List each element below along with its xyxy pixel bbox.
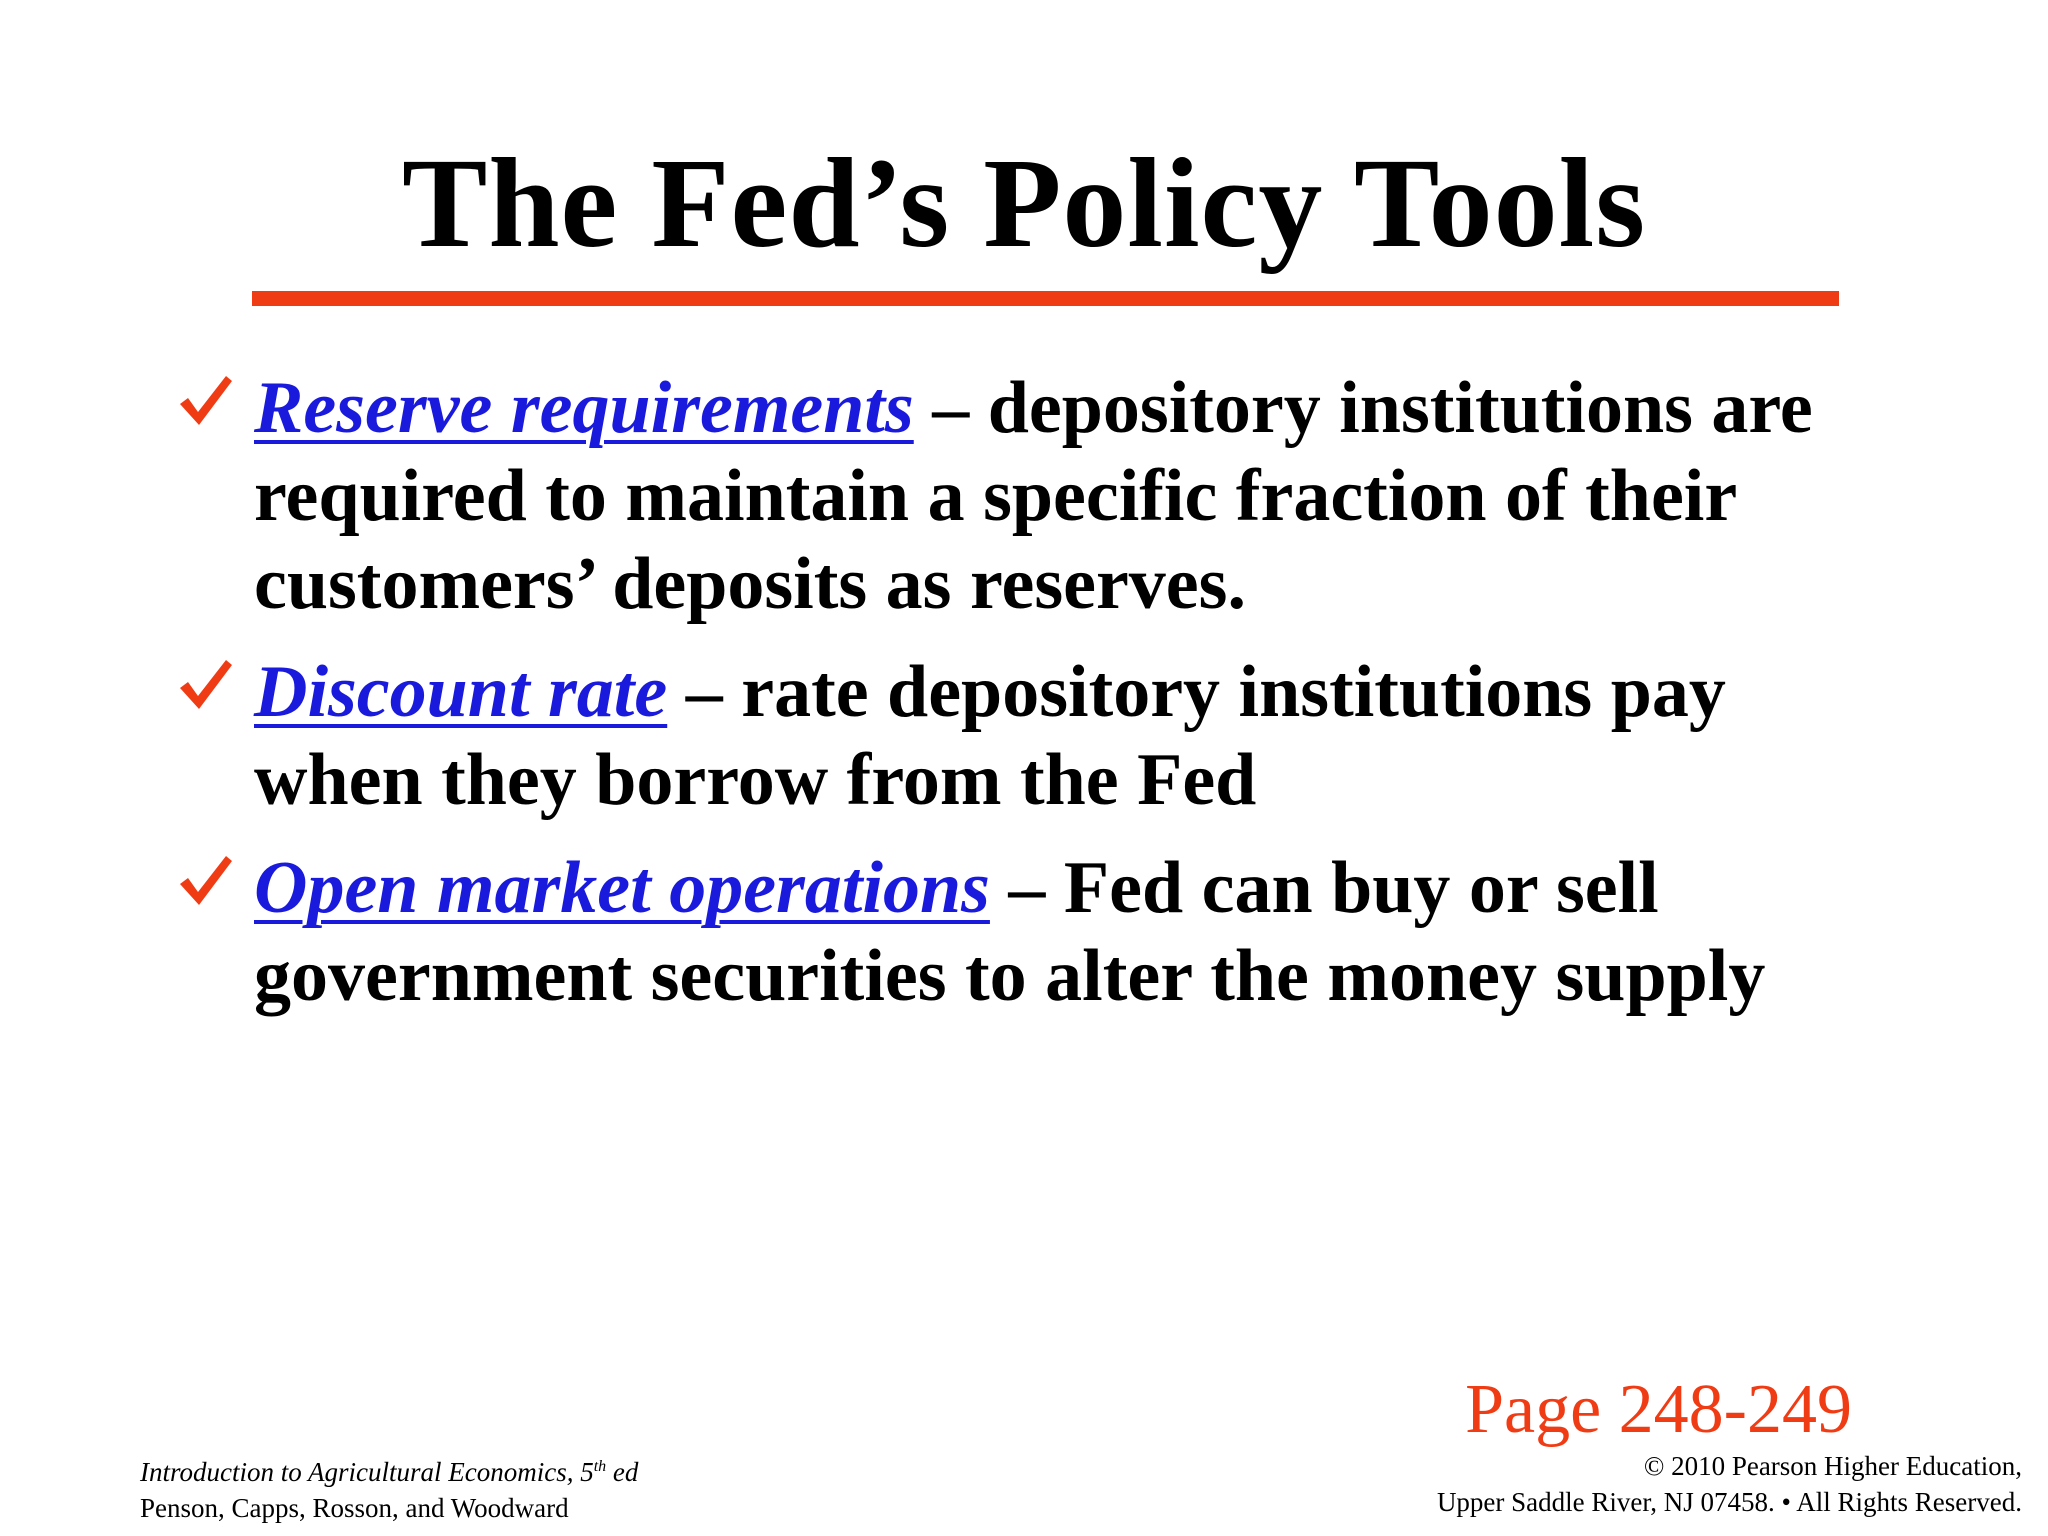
footer-book-title-line bbox=[140, 1454, 638, 1490]
checkmark-icon bbox=[176, 850, 234, 910]
term-link-reserve-requirements[interactable]: Reserve requirements bbox=[254, 367, 914, 449]
bullet-text-open-market-operations: – Fed can buy or sell government securities to alter the money supply bbox=[254, 847, 1766, 1017]
edition-suffix: ed bbox=[606, 1457, 639, 1487]
book-authors: Penson, Capps, Rosson, and Woodward bbox=[140, 1493, 569, 1523]
bullet-item-open-market-operations bbox=[176, 844, 1876, 1020]
checkmark-icon bbox=[176, 370, 234, 430]
edition-superscript: th bbox=[593, 1458, 607, 1475]
footer-book-info bbox=[140, 1454, 638, 1526]
bullet-item-discount-rate bbox=[176, 648, 1876, 824]
term-link-discount-rate[interactable]: Discount rate bbox=[254, 651, 668, 733]
bullet-text-discount-rate: – rate depository institutions pay when they borrow from the Fed bbox=[254, 651, 1726, 821]
copyright-line-1: © 2010 Pearson Higher Education, bbox=[1643, 1451, 2022, 1481]
bullet-item-reserve-requirements bbox=[176, 364, 1876, 628]
slide-title: The Fed’s Policy Tools bbox=[401, 132, 1647, 274]
title-underline-rule bbox=[252, 291, 1839, 306]
bullet-list bbox=[176, 364, 1876, 1040]
footer-copyright bbox=[1437, 1448, 2022, 1520]
book-title: Introduction to Agricultural Economics, 5 bbox=[140, 1457, 594, 1487]
page-reference: Page 248-249 bbox=[1465, 1371, 1852, 1448]
term-link-open-market-operations[interactable]: Open market operations bbox=[254, 847, 990, 929]
copyright-line-2: Upper Saddle River, NJ 07458. • All Rights Reserved. bbox=[1436, 1487, 2022, 1517]
bullet-text-reserve-requirements: – depository institutions are required to maintain a specific fraction of their customers’ deposits as reserves. bbox=[254, 367, 1813, 625]
checkmark-icon bbox=[176, 654, 234, 714]
